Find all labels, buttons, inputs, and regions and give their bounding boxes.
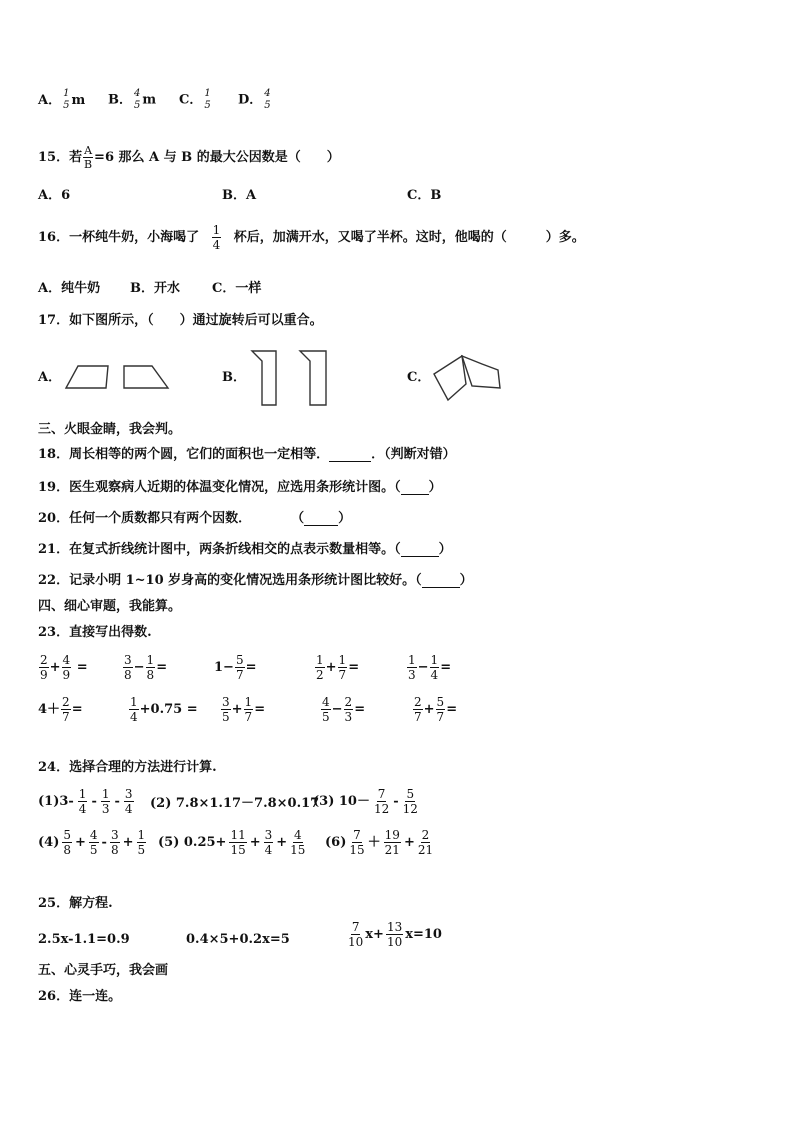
q16-option-a[interactable]: A．纯牛奶 [38, 281, 101, 296]
q18-statement: 18．周长相等的两个圆，它们的面积也一定相等． ．（判断对错） [38, 447, 456, 462]
q14-option-a[interactable]: A． 1 5 m [38, 88, 86, 111]
answer-blank[interactable] [422, 574, 460, 588]
q23-item: $\frac{1}{2}$ + $\frac{1}{7}$ = [316, 653, 360, 682]
fraction: 4 5 [264, 88, 271, 111]
q23-item: $\frac{2}{9}$ + $\frac{4}{9}$ = [40, 653, 88, 682]
q25-equation-2: 0.4×5+0.2x=5 [186, 932, 290, 947]
q15-option-b[interactable]: B．A [222, 188, 257, 203]
q25-equation-3: $\frac{7}{10}$ x+ $\frac{13}{10}$ x=10 [348, 920, 442, 949]
q17-option-b[interactable]: B． [222, 370, 246, 385]
answer-blank[interactable] [401, 543, 439, 557]
q23-item: $\frac{1}{3}$ − $\frac{1}{4}$ = [408, 653, 452, 682]
q25-title: 25．解方程. [38, 896, 113, 911]
q14-options [38, 89, 85, 111]
q24-expression-4: (4) $\frac{5}{8}$ + $\frac{4}{5}$ - $\frac{3}{8}$ + $\frac{1}{5}$ [38, 828, 146, 857]
q23-title: 23．直接写出得数. [38, 625, 152, 640]
q23-item: $\frac{3}{5}$ + $\frac{1}{7}$ = [222, 695, 266, 724]
section-5-heading: 五、心灵手巧，我会画 [38, 963, 169, 978]
q23-item: $\frac{3}{8}$ − $\frac{1}{8}$ = [124, 653, 168, 682]
q15-question: 15．若 $\frac{A}{B}$ =6 那么 A 与 B 的最大公因数是（ ） [38, 144, 340, 171]
q24-expression-3: (3) 10－ $\frac{7}{12}$ - $\frac{5}{12}$ [313, 787, 418, 816]
q16-question: 16．一杯纯牛奶，小海喝了 $\frac{1}{4}$ 杯后，加满开水，又喝了半杯。这时，他喝的（ ）多。 [38, 223, 585, 252]
trapezoid-pair-figure [62, 362, 174, 392]
q14-option-d[interactable]: D． 4 5 [238, 88, 271, 111]
section-3-heading: 三、火眼金睛，我会判。 [38, 422, 182, 437]
fraction: 1 5 [204, 88, 211, 111]
q23-item: $\frac{2}{7}$ + $\frac{5}{7}$ = [414, 695, 458, 724]
fraction: 1 5 [63, 88, 70, 111]
q24-expression-1: (1)3- $\frac{1}{4}$ - $\frac{1}{3}$ - $\frac{3}{4}$ [38, 787, 133, 816]
l-shape-pair-figure [248, 347, 332, 409]
q15-option-a[interactable]: A．6 [38, 188, 71, 203]
q16-option-b[interactable]: B．开水 [130, 281, 180, 296]
q17-option-a[interactable]: A． [38, 370, 62, 385]
q25-equation-1: 2.5x-1.1=0.9 [38, 932, 130, 947]
q16-option-c[interactable]: C．一样 [212, 281, 262, 296]
q23-item: 1− $\frac{5}{7}$ = [214, 653, 257, 682]
q24-expression-2: (2) 7.8×1.17－7.8×0.17 [150, 796, 320, 811]
q23-item: 4＋ $\frac{2}{7}$ = [38, 695, 83, 724]
fraction: $\frac{A}{B}$ [84, 144, 93, 171]
q23-item: $\frac{1}{4}$ +0.75 = [130, 695, 198, 724]
q22-statement: 22．记录小明 1~10 岁身高的变化情况选用条形统计图比较好。（ ） [38, 573, 473, 588]
q23-item: $\frac{4}{5}$ − $\frac{2}{3}$ = [322, 695, 366, 724]
q24-title: 24．选择合理的方法进行计算. [38, 760, 217, 775]
q19-statement: 19．医生观察病人近期的体温变化情况，应选用条形统计图。（ ） [38, 480, 442, 495]
q17-question: 17．如下图所示，（ ）通过旋转后可以重合。 [38, 313, 323, 328]
q14-option-b[interactable]: B． 4 5 m [108, 88, 157, 111]
fraction: 4 5 [134, 88, 141, 111]
q20-statement: 20．任何一个质数都只有两个因数． （ ） [38, 511, 352, 526]
q26-title: 26．连一连。 [38, 989, 122, 1004]
q14-option-c[interactable]: C． 1 5 [179, 88, 211, 111]
answer-blank[interactable] [401, 481, 429, 495]
q17-option-c[interactable]: C． [407, 370, 431, 385]
q24-expression-6: (6) $\frac{7}{15}$ ＋ $\frac{19}{21}$ + $\frac{2}{21}$ [325, 828, 434, 857]
q24-expression-5: (5) 0.25+ $\frac{11}{15}$ + $\frac{3}{4}$ + $\frac{4}{15}$ [158, 828, 306, 857]
q15-option-c[interactable]: C．B [407, 188, 442, 203]
pentagon-pair-figure [430, 350, 504, 404]
answer-blank[interactable] [304, 512, 338, 526]
section-4-heading: 四、细心审题，我能算。 [38, 599, 182, 614]
answer-blank[interactable] [329, 448, 371, 462]
q21-statement: 21．在复式折线统计图中，两条折线相交的点表示数量相等。（ ） [38, 542, 452, 557]
fraction: $\frac{1}{4}$ [212, 223, 221, 252]
